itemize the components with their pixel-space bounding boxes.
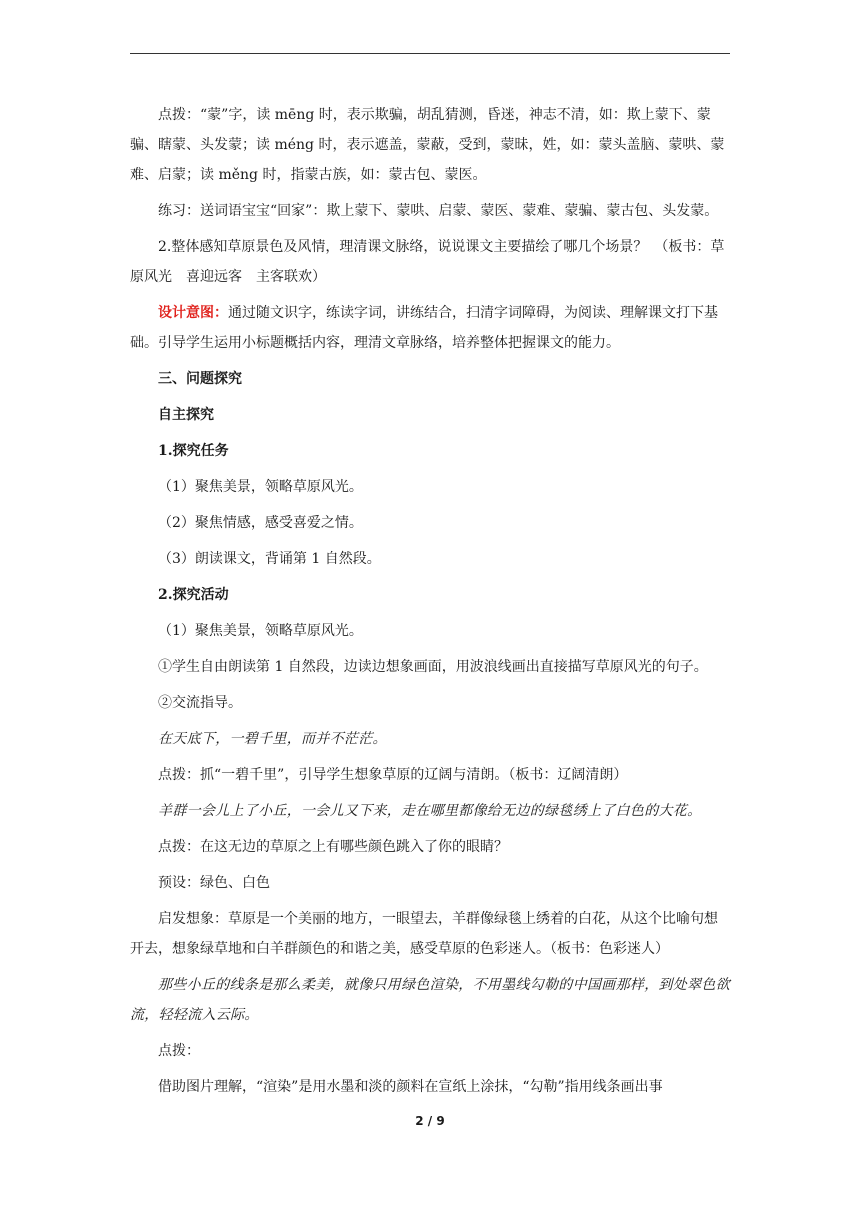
guidance-1: 点拨：抓“一碧千里”，引导学生想象草原的辽阔与清朗。（板书：辽阔清朗） <box>158 767 628 783</box>
quote-sentence-2: 羊群一会儿上了小丘，一会儿又下来，走在哪里都像给无边的绿毯绣上了白色的大花。 <box>158 803 702 819</box>
guidance-3-label: 点拨： <box>158 1043 200 1059</box>
subsection-heading-self-study: 自主探究 <box>158 407 214 423</box>
preset-answer: 预设：绿色、白色 <box>158 875 270 891</box>
task-item-1: （1）聚焦美景，领略草原风光。 <box>158 479 363 495</box>
guidance-2: 点拨：在这无边的草原之上有哪些颜色跳入了你的眼睛？ <box>158 839 508 855</box>
guidance-3-text: 借助图片理解，“渲染”是用水墨和淡的颜料在宣纸上涂抹，“勾勒”指用线条画出事 <box>158 1079 663 1095</box>
activity-item-1: （1）聚焦美景，领略草原风光。 <box>158 623 363 639</box>
quote-sentence-3: 那些小丘的线条是那么柔美，就像只用绿色渲染，不用墨线勾勒的中国画那样，到处翠色欲流，轻轻流入云际。 <box>130 977 730 1023</box>
design-intent-text: 通过随文识字，练读字词，讲练结合，扫清字词障碍，为阅读、理解课文打下基础。引导学生运用小标题概括内容，理清文章脉络，培养整体把握课文的能力。 <box>130 305 718 351</box>
design-intent-label: 设计意图： <box>158 305 228 321</box>
paragraph-pronunciation-note: 点拨：“蒙”字，读 mēng 时，表示欺骗，胡乱猜测，昏迷，神志不清，如：欺上蒙下、蒙骗、瞎蒙、头发蒙；读 méng 时，表示遮盖，蒙蔽，受到，蒙昧，姓，如：蒙头盖脑、蒙哄、蒙难、启蒙；读 měng 时，指蒙古族，如：蒙古包、蒙医。 <box>130 107 725 183</box>
quote-sentence-1: 在天底下，一碧千里，而并不茫茫。 <box>158 731 387 747</box>
activity-step-read: ①学生自由朗读第 1 自然段，边读边想象画面，用波浪线画出直接描写草原风光的句子。 <box>158 659 708 675</box>
paragraph-practice: 练习：送词语宝宝“回家”：欺上蒙下、蒙哄、启蒙、蒙医、蒙难、蒙骗、蒙古包、头发蒙。 <box>158 203 719 219</box>
heading-activity: 2.探究活动 <box>158 587 229 603</box>
header-rule <box>130 53 730 54</box>
task-item-2: （2）聚焦情感，感受喜爱之情。 <box>158 515 363 531</box>
activity-step-discuss: ②交流指导。 <box>158 695 242 711</box>
page-number: 2 / 9 <box>415 1114 445 1128</box>
task-item-3: （3）朗读课文，背诵第 1 自然段。 <box>158 551 381 567</box>
heading-task: 1.探究任务 <box>158 443 229 459</box>
inspire-imagination: 启发想象：草原是一个美丽的地方，一眼望去，羊群像绿毯上绣着的白花，从这个比喻句想开去，想象绿草地和白羊群颜色的和谐之美，感受草原的色彩迷人。（板书：色彩迷人） <box>130 911 718 957</box>
paragraph-overview-task: 2.整体感知草原景色及风情，理清课文脉络，说说课文主要描绘了哪几个场景？ （板书：草原风光 喜迎远客 主客联欢） <box>130 239 725 285</box>
paragraph-design-intent <box>130 298 730 358</box>
section-heading: 三、问题探究 <box>158 371 242 387</box>
page-body <box>130 100 730 1102</box>
